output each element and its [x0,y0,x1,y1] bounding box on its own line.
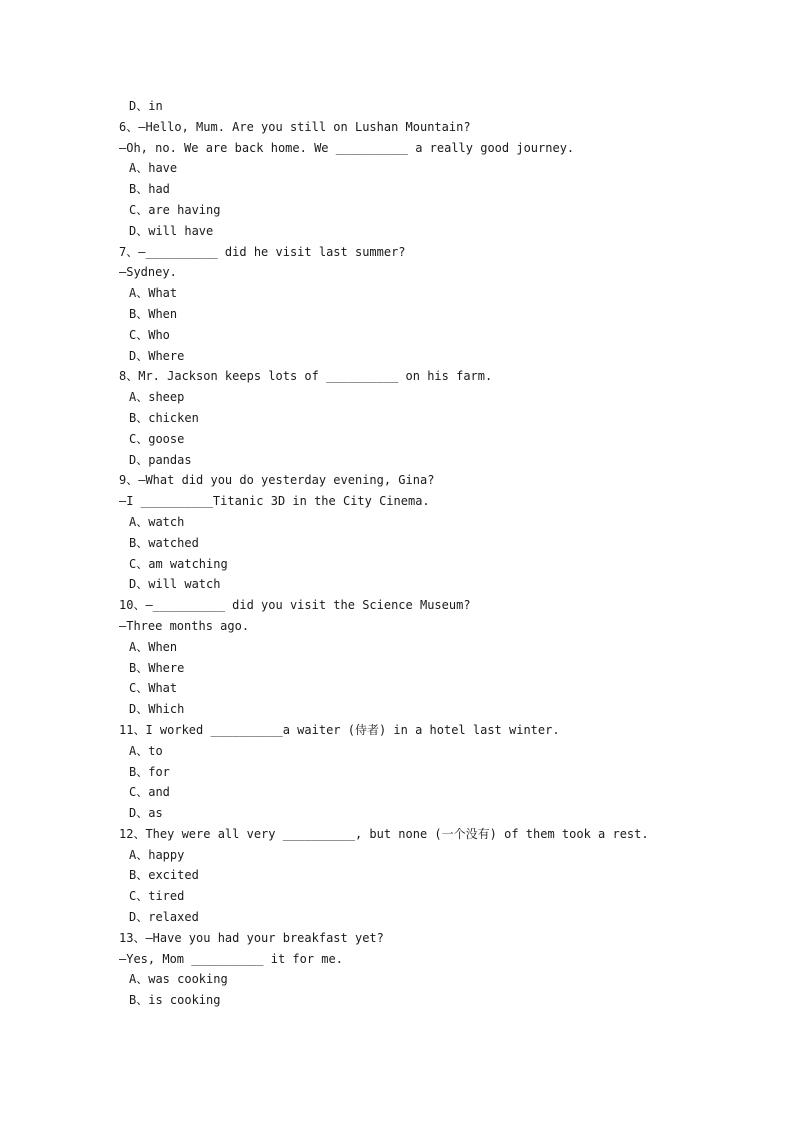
answer-option: C、What [129,681,178,696]
answer-option: D、Which [129,702,185,717]
answer-option: B、for [129,764,170,779]
answer-option: C、and [129,785,170,800]
answer-option: C、are having [129,202,221,217]
answer-option: A、have [129,161,178,176]
answer-option: B、chicken [129,410,199,425]
answer-option: C、tired [129,889,185,904]
answer-option: B、When [129,306,178,321]
answer-option: A、sheep [129,390,185,405]
answer-option: A、happy [129,847,185,862]
answer-option: D、will watch [129,577,221,592]
answer-option: B、Where [129,660,185,675]
answer-option: B、had [129,182,170,197]
answer-option: A、When [129,639,178,654]
question-text: 13、—Have you had your breakfast yet? [119,930,384,945]
answer-option: B、watched [129,535,199,550]
answer-option: D、pandas [129,452,192,467]
question-text: —Yes, Mom __________ it for me. [119,951,343,966]
answer-option: C、am watching [129,556,228,571]
answer-option: A、watch [129,514,185,529]
question-text: 11、I worked __________a waiter (侍者) in a hotel last winter. [119,722,560,737]
question-text: —Three months ago. [119,618,250,633]
question-text: —Sydney. [119,265,177,280]
question-text: 8、Mr. Jackson keeps lots of __________ on his farm. [119,369,493,384]
answer-option: D、in [129,99,163,113]
answer-option: D、relaxed [129,910,199,925]
question-text: —I __________Titanic 3D in the City Cinema. [119,494,430,509]
answer-option: C、goose [129,431,185,446]
question-text: 6、—Hello, Mum. Are you still on Lushan Mountain? [119,119,471,134]
answer-option: A、What [129,286,178,301]
answer-option: B、is cooking [129,993,221,1008]
question-text: 9、—What did you do yesterday evening, Gina? [119,473,435,488]
answer-option: D、will have [129,223,214,238]
question-text: 10、—__________ did you visit the Science Museum? [119,598,471,613]
answer-option: A、to [129,743,163,758]
answer-option: B、excited [129,868,199,883]
answer-option: C、Who [129,327,170,342]
question-list [119,96,719,1011]
question-text: 7、—__________ did he visit last summer? [119,244,406,259]
question-text: 12、They were all very __________, but none (一个没有) of them took a rest. [119,826,649,841]
answer-option: A、was cooking [129,972,228,987]
answer-option: D、as [129,806,163,821]
question-text: —Oh, no. We are back home. We __________ a really good journey. [119,140,575,155]
answer-option: D、Where [129,348,185,363]
